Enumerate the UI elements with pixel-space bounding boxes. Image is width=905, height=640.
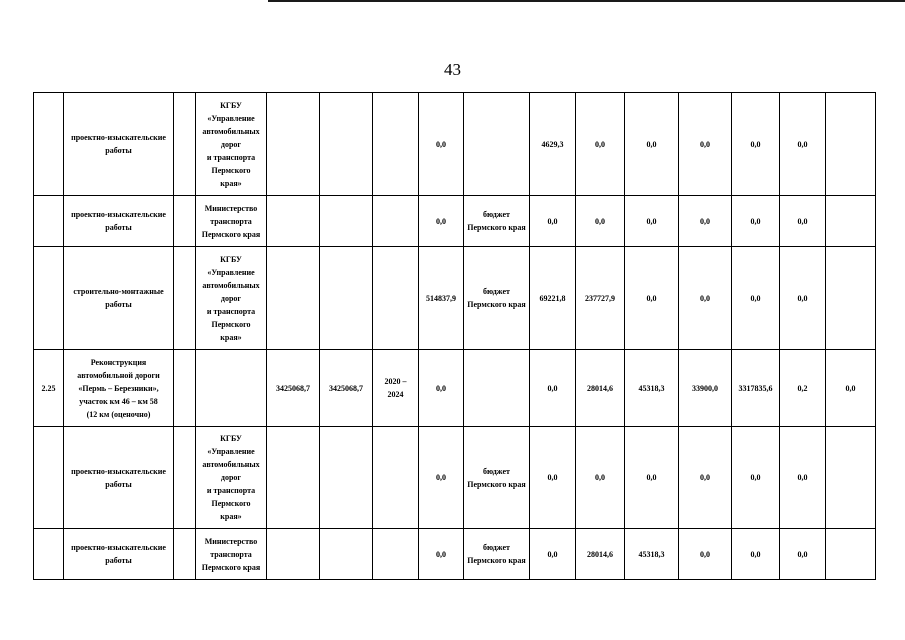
period-cell <box>373 93 419 196</box>
cell-line: работы <box>105 223 132 232</box>
row-name-cell <box>64 196 174 247</box>
cell-line: Министерство <box>204 536 258 546</box>
cell-line: (12 км (оценочно) <box>86 409 151 419</box>
funding-source-cell <box>464 93 530 196</box>
cell-line: работы <box>105 556 132 565</box>
cell-line: транспорта <box>210 549 252 559</box>
funding-source-cell <box>464 247 530 350</box>
value-cell: 0,0 <box>732 196 780 247</box>
cell-line: и транспорта <box>206 306 256 316</box>
empty-cell <box>174 247 196 350</box>
value-cell: 0,0 <box>530 529 576 580</box>
table-row <box>34 93 876 196</box>
value-cell <box>826 93 876 196</box>
value-cell <box>267 529 320 580</box>
value-cell: 0,0 <box>679 247 732 350</box>
value-cell <box>826 529 876 580</box>
value-cell <box>826 427 876 529</box>
value-cell: 28014,6 <box>576 350 625 427</box>
value-cell <box>320 93 373 196</box>
value-cell <box>320 529 373 580</box>
cell-line: «Управление <box>207 267 255 277</box>
period-cell <box>373 196 419 247</box>
value-cell: 0,0 <box>780 529 826 580</box>
table-row <box>34 196 876 247</box>
cell-line: бюджет <box>483 210 510 219</box>
value-cell: 45318,3 <box>625 529 679 580</box>
cell-line: Пермского края <box>467 300 526 309</box>
cell-line: Пермского края <box>467 556 526 565</box>
value-cell: 514837,9 <box>419 247 464 350</box>
cell-line: дорог <box>220 139 242 149</box>
value-cell: 0,0 <box>576 196 625 247</box>
cell-line: края» <box>220 332 242 342</box>
value-cell: 0,0 <box>530 350 576 427</box>
table-row <box>34 427 876 529</box>
row-number-cell: 2.25 <box>34 350 64 427</box>
row-number-cell <box>34 93 64 196</box>
value-cell: 0,0 <box>419 93 464 196</box>
value-cell: 33900,0 <box>679 350 732 427</box>
value-cell: 0,2 <box>780 350 826 427</box>
period-cell <box>373 427 419 529</box>
row-name-cell <box>64 247 174 350</box>
row-number-cell <box>34 247 64 350</box>
value-cell <box>267 93 320 196</box>
value-cell <box>826 247 876 350</box>
row-number-cell <box>34 196 64 247</box>
period-cell <box>373 247 419 350</box>
value-cell: 3425068,7 <box>267 350 320 427</box>
cell-line: работы <box>105 146 132 155</box>
period-cell <box>373 529 419 580</box>
cell-line: КГБУ <box>220 100 242 110</box>
executor-cell <box>196 247 267 350</box>
cell-line: 2024 <box>387 390 404 399</box>
cell-line: дорог <box>220 473 242 482</box>
value-cell <box>267 196 320 247</box>
value-cell: 0,0 <box>826 350 876 427</box>
value-cell: 0,0 <box>419 529 464 580</box>
cell-line: Пермского края <box>467 479 526 489</box>
value-cell: 69221,8 <box>530 247 576 350</box>
value-cell: 0,0 <box>732 247 780 350</box>
value-cell: 45318,3 <box>625 350 679 427</box>
value-cell: 0,0 <box>780 427 826 529</box>
cell-line: проектно-изыскательские <box>71 133 166 142</box>
cell-line: «Пермь – Березники», <box>78 383 159 393</box>
executor-cell <box>196 93 267 196</box>
cell-line: 2020 – <box>384 377 407 386</box>
empty-cell <box>174 196 196 247</box>
value-cell: 0,0 <box>625 427 679 529</box>
cell-line: автомобильных <box>202 280 260 290</box>
value-cell: 0,0 <box>419 350 464 427</box>
cell-line: транспорта <box>210 216 252 226</box>
cell-line: проектно-изыскательские <box>71 210 166 219</box>
period-cell <box>373 350 419 427</box>
value-cell: 0,0 <box>679 196 732 247</box>
row-name-cell <box>64 427 174 529</box>
value-cell <box>320 427 373 529</box>
cell-line: и транспорта <box>206 152 256 162</box>
cell-line: автомобильных <box>202 460 260 469</box>
funding-source-cell <box>464 529 530 580</box>
empty-cell <box>174 93 196 196</box>
cell-line: КГБУ <box>220 254 242 264</box>
cell-line: проектно-изыскательские <box>71 466 166 476</box>
cell-line: строительно-монтажные <box>73 287 164 296</box>
cell-line: Пермского края <box>201 562 261 572</box>
table-row <box>34 529 876 580</box>
cell-line: края» <box>220 512 242 521</box>
top-rule <box>268 0 905 2</box>
empty-cell <box>174 427 196 529</box>
value-cell: 0,0 <box>419 196 464 247</box>
cell-line: работы <box>105 300 132 309</box>
value-cell: 0,0 <box>679 427 732 529</box>
value-cell: 0,0 <box>679 93 732 196</box>
value-cell: 0,0 <box>530 427 576 529</box>
value-cell <box>267 427 320 529</box>
value-cell: 3425068,7 <box>320 350 373 427</box>
cell-line: Пермского <box>211 319 251 329</box>
cell-line: Министерство <box>204 203 258 213</box>
executor-cell <box>196 427 267 529</box>
value-cell: 0,0 <box>679 529 732 580</box>
executor-cell <box>196 350 267 427</box>
value-cell: 0,0 <box>530 196 576 247</box>
value-cell: 4629,3 <box>530 93 576 196</box>
cell-line: «Управление <box>207 113 255 123</box>
value-cell: 3317835,6 <box>732 350 780 427</box>
value-cell: 0,0 <box>780 196 826 247</box>
cell-line: бюджет <box>483 543 510 552</box>
cell-line: участок км 46 – км 58 <box>79 396 158 406</box>
value-cell: 28014,6 <box>576 529 625 580</box>
funding-source-cell <box>464 350 530 427</box>
cell-line: и транспорта <box>206 486 256 495</box>
cell-line: Пермского <box>211 165 251 175</box>
value-cell <box>320 247 373 350</box>
executor-cell <box>196 196 267 247</box>
cell-line: работы <box>105 479 132 489</box>
cell-line: дорог <box>220 293 242 303</box>
table-row <box>34 247 876 350</box>
cell-line: Реконструкция <box>90 357 147 367</box>
cell-line: проектно-изыскательские <box>71 543 166 552</box>
value-cell: 0,0 <box>780 247 826 350</box>
value-cell: 0,0 <box>576 427 625 529</box>
row-name-cell <box>64 350 174 427</box>
row-name-cell <box>64 529 174 580</box>
value-cell: 0,0 <box>625 247 679 350</box>
program-table <box>33 92 876 580</box>
value-cell: 0,0 <box>576 93 625 196</box>
table-body <box>34 93 876 580</box>
funding-source-cell <box>464 196 530 247</box>
empty-cell <box>174 529 196 580</box>
row-number-cell <box>34 529 64 580</box>
value-cell: 0,0 <box>419 427 464 529</box>
value-cell: 0,0 <box>732 427 780 529</box>
cell-line: автомобильных <box>202 126 260 136</box>
executor-cell <box>196 529 267 580</box>
cell-line: бюджет <box>483 287 510 296</box>
cell-line: автомобильной дороги <box>77 370 160 380</box>
value-cell: 0,0 <box>732 93 780 196</box>
funding-source-cell <box>464 427 530 529</box>
cell-line: Пермского <box>211 499 251 508</box>
cell-line: Пермского края <box>467 223 526 232</box>
row-number-cell <box>34 427 64 529</box>
table-row <box>34 350 876 427</box>
cell-line: Пермского края <box>201 229 261 239</box>
value-cell: 0,0 <box>780 93 826 196</box>
value-cell: 237727,9 <box>576 247 625 350</box>
value-cell: 0,0 <box>625 93 679 196</box>
empty-cell <box>174 350 196 427</box>
cell-line: «Управление <box>207 447 255 456</box>
value-cell <box>826 196 876 247</box>
row-name-cell <box>64 93 174 196</box>
cell-line: бюджет <box>483 466 510 476</box>
page-number: 43 <box>444 60 461 79</box>
cell-line: КГБУ <box>220 434 242 443</box>
value-cell: 0,0 <box>732 529 780 580</box>
value-cell <box>320 196 373 247</box>
cell-line: края» <box>220 178 242 188</box>
value-cell: 0,0 <box>625 196 679 247</box>
value-cell <box>267 247 320 350</box>
